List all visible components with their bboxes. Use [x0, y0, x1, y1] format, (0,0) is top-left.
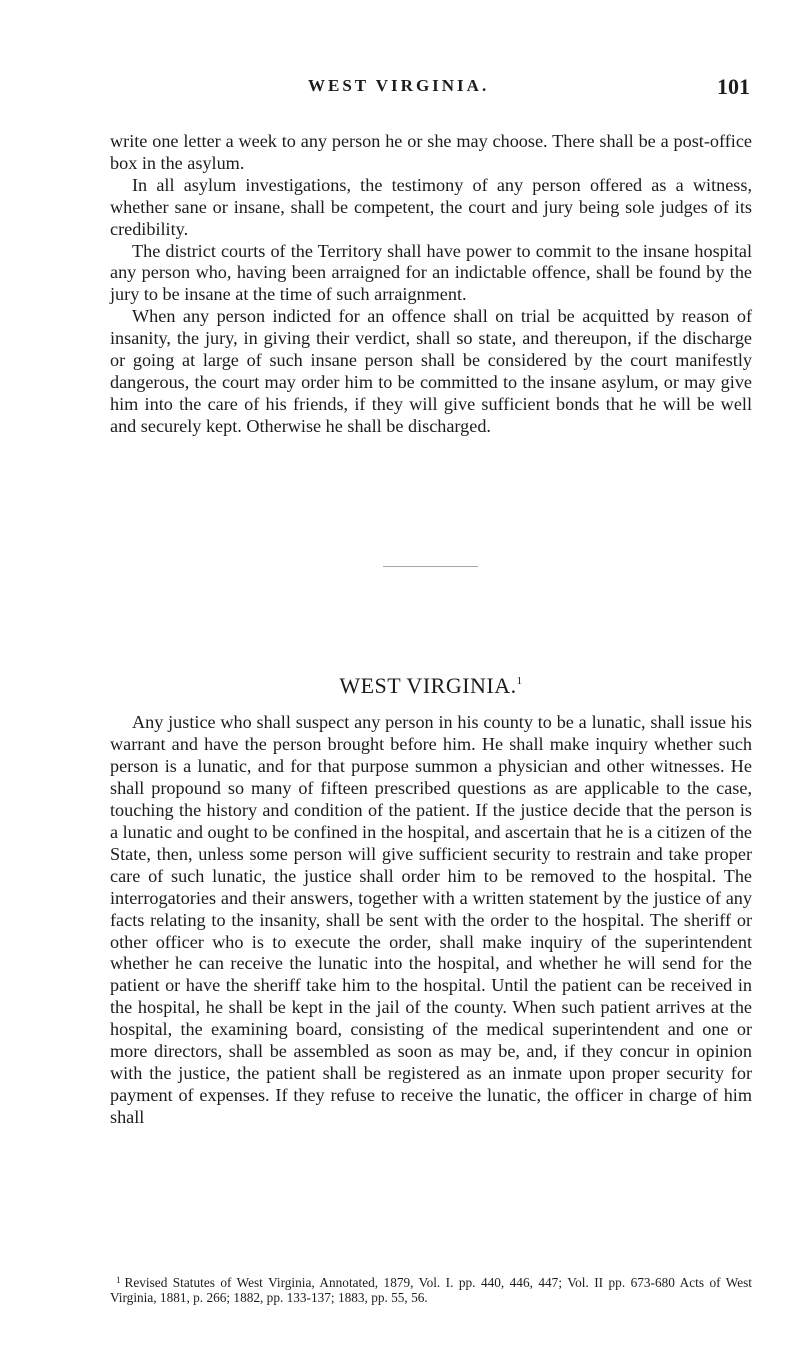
- section-divider: [383, 566, 478, 567]
- footnote: [110, 1273, 752, 1306]
- footnote-paragraph: [110, 1273, 752, 1306]
- running-head: [110, 74, 750, 100]
- upper-text-block: [110, 131, 752, 438]
- footnote-reference: 1: [516, 675, 523, 687]
- paragraph-justice-procedure: Any justice who shall suspect any person in his county to be a lunatic, shall issue his warrant and have the person brought before him. He shall make inquiry whether such person is a lunatic, and for that purpose summon a physician and other witnesses. He shall propound so many of fifteen prescribed questions as are applicable to the case, touching the history and condition of the patient. If the justice decide that the person is a lunatic and ought to be confined in the hospital, and ascertain that he is a citizen of the State, then, unless some person will give sufficient security to restrain and take proper care of such lunatic, the justice shall order him to be removed to the hospital. The interrogatories and their answers, together with a written statement by the justice of any facts relating to the insanity, shall be sent with the order to the hospital. The sheriff or other officer who is to execute the order, shall make inquiry of the superintendent whether he can receive the lunatic into the hospital, and whether he will send for the patient or have the sheriff take him to the hospital. Until the patient can be received in the hospital, he shall be kept in the jail of the county. When such patient arrives at the hospital, the examining board, consisting of the medical superintendent and one or more directors, shall be assembled as soon as may be, and, if they concur in opinion with the justice, the patient shall be registered as an inmate upon proper security for payment of expenses. If they refuse to receive the lunatic, the officer in charge of him shall: [110, 712, 752, 1128]
- section-heading: [0, 673, 800, 699]
- lower-text-block: [110, 712, 752, 1129]
- footnote-text: Revised Statutes of West Virginia, Annotated, 1879, Vol. I. pp. 440, 446, 447; Vol. II pp. 673-680 Acts of West Virginia, 1881, p. 266; 1882, pp. 133-137; 1883, pp. 55, 56.: [110, 1275, 752, 1306]
- paragraph-acquittal-insanity: When any person indicted for an offence shall on trial be acquitted by reason of insanity, the jury, in giving their verdict, shall so state, and thereupon, if the discharge or going at large of such insane person shall be considered by the court manifestly dangerous, the court may order him to be committed to the insane asylum, or may give him into the care of his friends, if they will give sufficient bonds that he will be well and securely kept. Otherwise he shall be discharged.: [110, 306, 752, 436]
- footnote-marker: 1: [116, 1275, 121, 1285]
- paragraph-continuation: write one letter a week to any person he or she may choose. There shall be a post-office box in the asylum.: [110, 131, 752, 173]
- paragraph-district-courts: The district courts of the Territory shall have power to commit to the insane hospital any person who, having been arraigned for an indictable offence, shall be found by the jury to be insane at the time of such arraignment.: [110, 240, 752, 305]
- running-title: WEST VIRGINIA.: [308, 76, 490, 95]
- paragraph-asylum-investigations: In all asylum investigations, the testimony of any person offered as a witness, whether sane or insane, shall be competent, the court and jury being sole judges of its credibility.: [110, 174, 752, 239]
- page-number: 101: [717, 74, 750, 99]
- section-heading-text: WEST VIRGINIA.: [339, 673, 517, 698]
